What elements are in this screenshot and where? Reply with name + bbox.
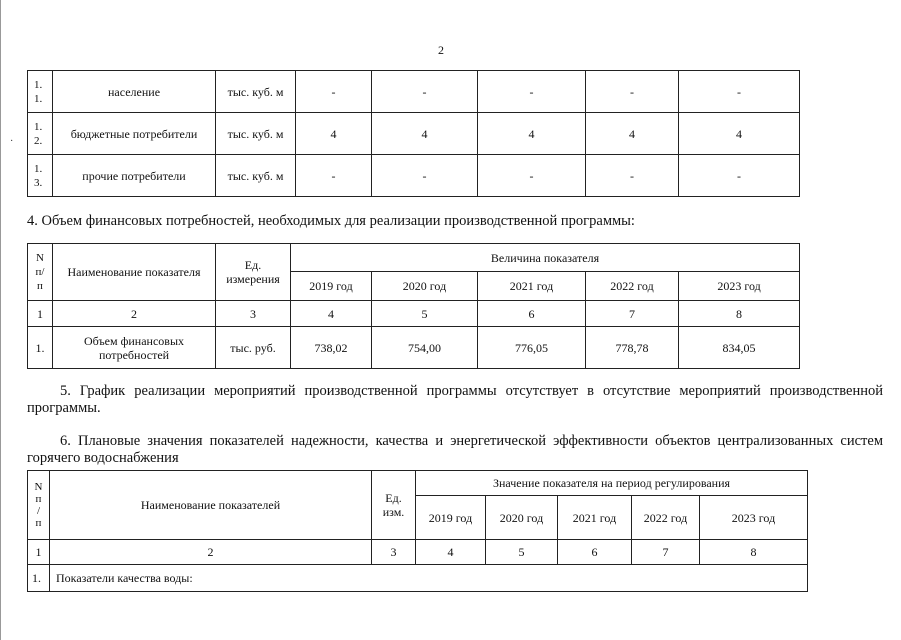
index-cell: 2 (53, 301, 216, 327)
row-unit: тыс. куб. м (216, 71, 296, 113)
q-row-number: 1. (28, 565, 50, 592)
q-header-year: 2022 год (632, 496, 700, 540)
header-year: 2021 год (478, 272, 586, 301)
row-value: 4 (296, 113, 372, 155)
row-number: 1. (28, 327, 53, 369)
index-cell: 8 (679, 301, 800, 327)
table-row (28, 155, 800, 197)
q-index-cell: 1 (28, 540, 50, 565)
row-value: - (679, 155, 800, 197)
header-year: 2023 год (679, 272, 800, 301)
q-header-name: Наименование показателей (50, 471, 372, 540)
row-value: - (478, 71, 586, 113)
row-unit: тыс. куб. м (216, 113, 296, 155)
q-index-cell: 7 (632, 540, 700, 565)
q-header-group: Значение показателя на период регулирования (416, 471, 808, 496)
header-num-text: N п/ п (35, 252, 45, 292)
row-value: 4 (372, 113, 478, 155)
section-4-heading: 4. Объем финансовых потребностей, необходимых для реализации производственной программы: (27, 213, 635, 229)
table-row (28, 113, 800, 155)
page-number: 2 (438, 43, 444, 57)
table-consumers (27, 70, 800, 197)
row-value: 4 (679, 113, 800, 155)
row-name: прочие потребители (53, 155, 216, 197)
row-value: - (372, 155, 478, 197)
q-index-cell: 3 (372, 540, 416, 565)
q-header-unit (372, 471, 416, 540)
row-value: 4 (478, 113, 586, 155)
header-year: 2019 год (291, 272, 372, 301)
section-6-heading: 6. Плановые значения показателей надежности, качества и энергетической эффективности объектов централизованных систем горячего водоснабжения (27, 433, 883, 466)
row-name: бюджетные потребители (53, 113, 216, 155)
table-row (28, 71, 800, 113)
row-value: 778,78 (586, 327, 679, 369)
header-year: 2022 год (586, 272, 679, 301)
row-value: 776,05 (478, 327, 586, 369)
row-name: население (53, 71, 216, 113)
row-name: Объем финансовых потребностей (53, 327, 216, 369)
index-cell: 4 (291, 301, 372, 327)
row-value: - (296, 71, 372, 113)
q-index-cell: 6 (558, 540, 632, 565)
row-number: 1. 3. (28, 155, 53, 197)
index-cell: 6 (478, 301, 586, 327)
q-index-cell: 5 (486, 540, 558, 565)
header-year: 2020 год (372, 272, 478, 301)
q-header-num-text: N п / п (34, 480, 43, 529)
row-value: 834,05 (679, 327, 800, 369)
page-left-edge (0, 0, 1, 640)
row-unit: тыс. куб. м (216, 155, 296, 197)
q-index-cell: 8 (700, 540, 808, 565)
section-5-text: 5. График реализации мероприятий производственной программы отсутствует в отсутствие мероприятий производственной программы. (27, 383, 883, 416)
q-header-year: 2021 год (558, 496, 632, 540)
table-quality-indicators (27, 470, 808, 592)
index-cell: 3 (216, 301, 291, 327)
q-index-cell: 4 (416, 540, 486, 565)
header-unit-text: Ед. измерения (226, 258, 280, 286)
row-value: 738,02 (291, 327, 372, 369)
row-value: 4 (586, 113, 679, 155)
header-num (28, 244, 53, 301)
row-value: - (679, 71, 800, 113)
q-header-year: 2020 год (486, 496, 558, 540)
row-value: - (296, 155, 372, 197)
q-index-cell: 2 (50, 540, 372, 565)
q-header-num (28, 471, 50, 540)
header-unit (216, 244, 291, 301)
header-name: Наименование показателя (53, 244, 216, 301)
table-financial-needs (27, 243, 800, 369)
q-header-year: 2023 год (700, 496, 808, 540)
row-number: 1. 1. (28, 71, 53, 113)
scan-speck: · (10, 136, 14, 147)
q-row-name: Показатели качества воды: (50, 565, 808, 592)
row-value: - (372, 71, 478, 113)
row-value: 754,00 (372, 327, 478, 369)
q-header-year: 2019 год (416, 496, 486, 540)
index-cell: 7 (586, 301, 679, 327)
row-unit: тыс. руб. (216, 327, 291, 369)
index-cell: 5 (372, 301, 478, 327)
q-header-unit-text: Ед. изм. (382, 491, 405, 519)
row-value: - (478, 155, 586, 197)
row-value: - (586, 71, 679, 113)
row-number: 1. 2. (28, 113, 53, 155)
row-value: - (586, 155, 679, 197)
index-cell: 1 (28, 301, 53, 327)
header-group: Величина показателя (291, 244, 800, 272)
